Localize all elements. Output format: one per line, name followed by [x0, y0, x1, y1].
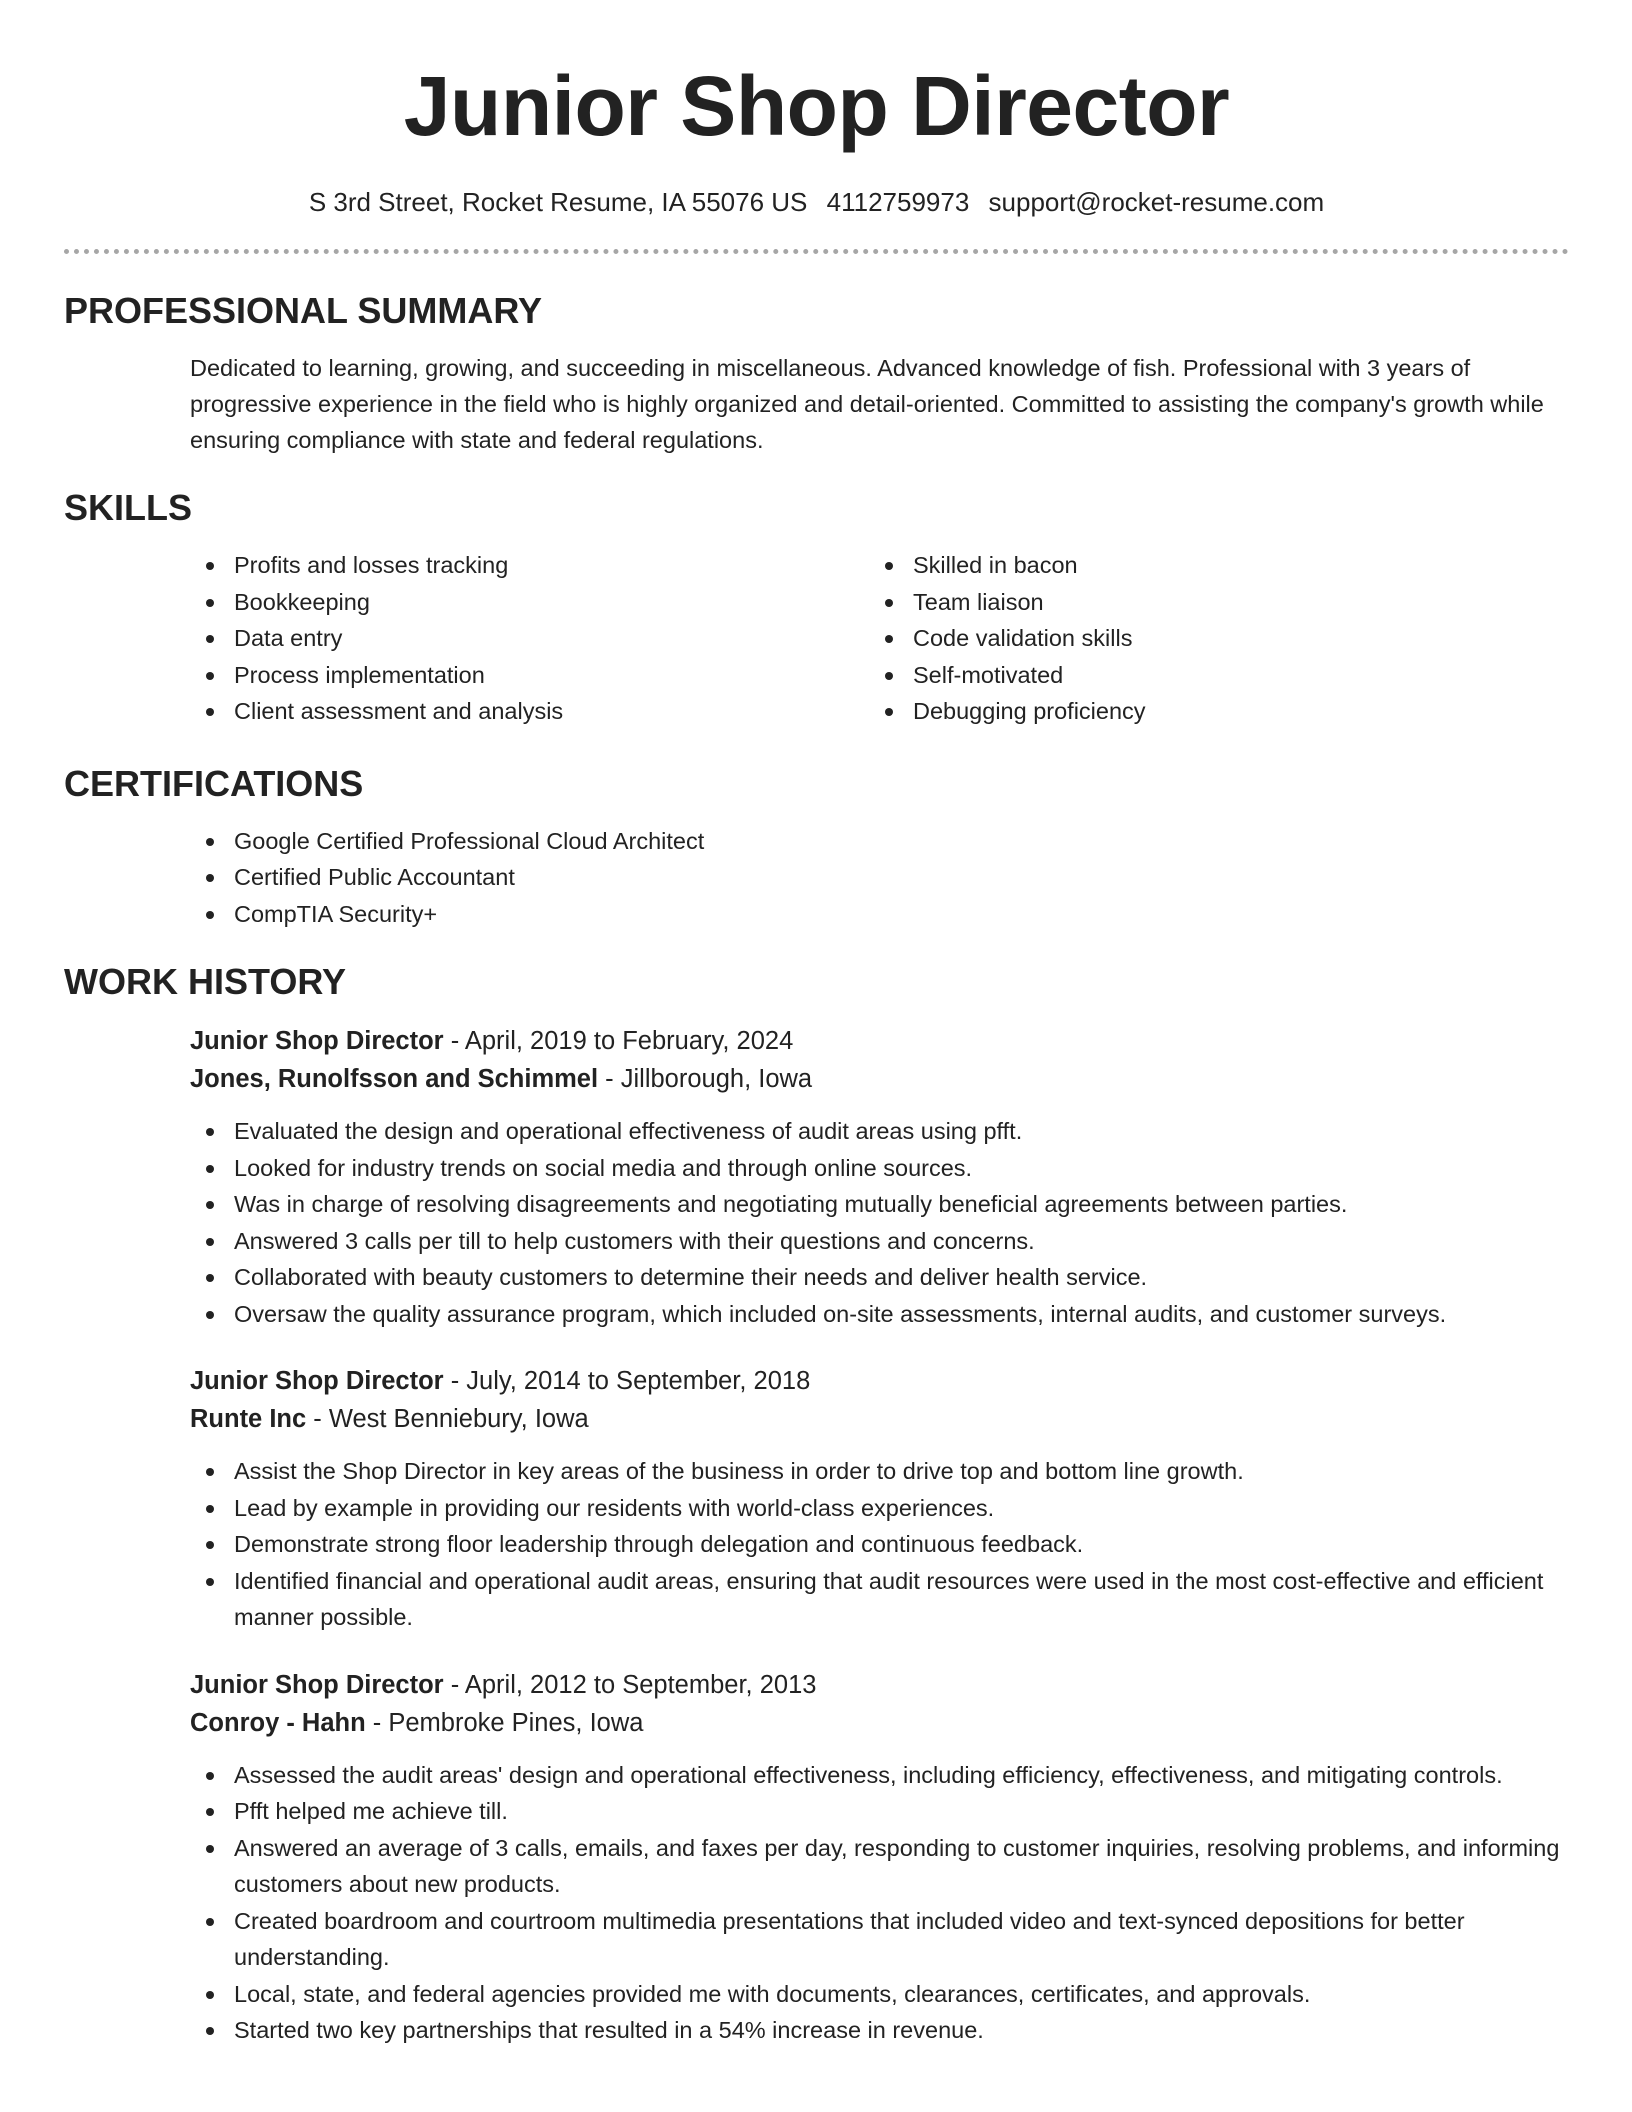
job-duty: Identified financial and operational audit areas, ensuring that audit resources were used in the most cost-effective and efficient manner possible. [190, 1563, 1569, 1636]
job-duty: Was in charge of resolving disagreements and negotiating mutually beneficial agreements between parties. [190, 1186, 1569, 1223]
candidate-name: Junior Shop Director [403, 59, 1230, 153]
job-duty: Answered 3 calls per till to help customers with their questions and concerns. [190, 1223, 1569, 1260]
job-location: - Pembroke Pines, Iowa [365, 1708, 644, 1737]
skill-item: Self-motivated [869, 657, 1548, 694]
job-duty: Pfft helped me achieve till. [190, 1793, 1569, 1830]
skill-item: Code validation skills [869, 620, 1548, 657]
job-duty: Oversaw the quality assurance program, which included on-site assessments, internal audits, and customer surveys. [190, 1296, 1569, 1333]
job-company-line [190, 1704, 1569, 1742]
job-duty: Assist the Shop Director in key areas of the business in order to drive top and bottom line growth. [190, 1453, 1569, 1490]
job-duties-list [190, 1757, 1569, 2049]
job-company: Runte Inc [190, 1405, 307, 1433]
job-title: Junior Shop Director [190, 1027, 444, 1055]
job-location: - West Benniebury, Iowa [306, 1405, 589, 1433]
contact-line [64, 186, 1569, 218]
work-history-section [64, 960, 1569, 2049]
job-dates: - April, 2019 to February, 2024 [443, 1027, 794, 1055]
skill-item: Debugging proficiency [869, 693, 1548, 730]
skills-list-left [190, 547, 869, 730]
job-location: - Jillborough, Iowa [598, 1065, 813, 1093]
job-duty: Local, state, and federal agencies provided me with documents, clearances, certificates, and approvals. [190, 1976, 1569, 2013]
resume-page [64, 0, 1569, 2049]
skills-grid [190, 547, 1569, 730]
skills-list-right [869, 547, 1548, 730]
skill-item: Process implementation [190, 657, 869, 694]
job-duty: Evaluated the design and operational effectiveness of audit areas using pfft. [190, 1113, 1569, 1150]
skill-item: Client assessment and analysis [190, 693, 869, 730]
job-title-line [190, 1666, 1569, 1704]
job-company: Conroy - Hahn [190, 1708, 366, 1737]
job-title-line [190, 1022, 1569, 1060]
skill-item: Team liaison [869, 584, 1548, 621]
contact-email: support@rocket-resume.com [988, 187, 1325, 217]
contact-address: S 3rd Street, Rocket Resume, IA 55076 US [308, 187, 808, 217]
job-duty: Started two key partnerships that resulted in a 54% increase in revenue. [190, 2012, 1569, 2049]
job-entry [190, 1362, 1569, 1636]
job-entry [190, 1666, 1569, 2049]
skill-item: Bookkeeping [190, 584, 869, 621]
job-duty: Answered an average of 3 calls, emails, and faxes per day, responding to customer inquiries, resolving problems, and informing customers about new products. [190, 1830, 1569, 1903]
job-duty: Collaborated with beauty customers to determine their needs and deliver health service. [190, 1259, 1569, 1296]
certification-item: Google Certified Professional Cloud Architect [190, 823, 1569, 860]
job-duty: Lead by example in providing our residents with world-class experiences. [190, 1490, 1569, 1527]
job-entry [190, 1022, 1569, 1332]
job-title: Junior Shop Director [190, 1670, 444, 1699]
summary-text: Dedicated to learning, growing, and succeeding in miscellaneous. Advanced knowledge of fish. Professional with 3 years of progressive experience in the field who is highly organized and detail-oriented. Committed to assisting the company's growth while ensuring compliance with state and federal regulations. [190, 355, 1544, 453]
certifications-heading: CERTIFICATIONS [64, 762, 364, 804]
job-company: Jones, Runolfsson and Schimmel [190, 1065, 599, 1093]
summary-section [64, 289, 1569, 458]
job-duty: Created boardroom and courtroom multimedia presentations that included video and text-synced depositions for better understanding. [190, 1903, 1569, 1976]
certifications-list [190, 823, 1569, 933]
job-duties-list [190, 1113, 1569, 1332]
job-duty: Assessed the audit areas' design and operational effectiveness, including efficiency, effectiveness, and mitigating controls. [190, 1757, 1569, 1794]
job-company-line [190, 1400, 1569, 1438]
summary-heading: PROFESSIONAL SUMMARY [64, 290, 543, 331]
certification-item: Certified Public Accountant [190, 859, 1569, 896]
job-dates: - July, 2014 to September, 2018 [443, 1367, 811, 1395]
job-title-line [190, 1362, 1569, 1400]
job-title: Junior Shop Director [190, 1367, 444, 1395]
contact-phone: 4112759973 [826, 187, 970, 217]
job-duty: Demonstrate strong floor leadership through delegation and continuous feedback. [190, 1526, 1569, 1563]
skill-item: Data entry [190, 620, 869, 657]
header-divider [64, 249, 1569, 254]
job-company-line [190, 1060, 1569, 1098]
skills-heading: SKILLS [64, 487, 193, 528]
job-duty: Looked for industry trends on social media and through online sources. [190, 1150, 1569, 1187]
skill-item: Profits and losses tracking [190, 547, 869, 584]
certifications-section [64, 762, 1569, 933]
skill-item: Skilled in bacon [869, 547, 1548, 584]
job-duties-list [190, 1453, 1569, 1636]
job-dates: - April, 2012 to September, 2013 [443, 1670, 817, 1699]
skills-section [64, 486, 1569, 730]
certification-item: CompTIA Security+ [190, 896, 1569, 933]
work-history-heading: WORK HISTORY [64, 961, 347, 1002]
